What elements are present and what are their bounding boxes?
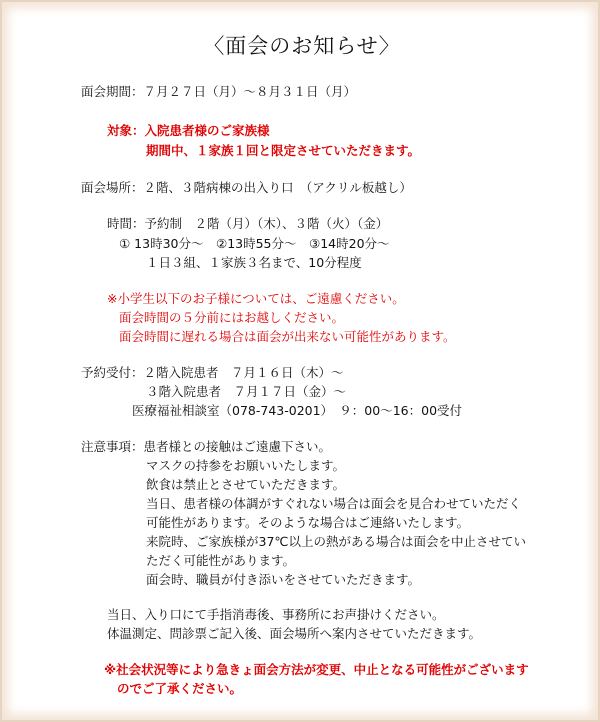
- children-note-1: ※小学生以下のお子様については、ご遠慮ください。: [107, 291, 405, 306]
- children-note-3: 面会時間に遅れる場合は面会が出来ない可能性があります。: [119, 329, 456, 344]
- procedure-line-1: 当日、入り口にて手指消毒後、事務所にお声掛けください。: [107, 607, 445, 622]
- target-line-1: 対象：入院患者様のご家族様: [107, 123, 270, 138]
- time-limit: １日３組、１家族３名まで、10分程度: [146, 255, 362, 270]
- target-line-2: 期間中、１家族１回と限定させていただきます。: [146, 143, 421, 158]
- caution-line-7: ただく可能性があります。: [146, 553, 296, 568]
- caution-line-3: 飲食は禁止とさせていただきます。: [146, 477, 346, 492]
- final-note-2: のでご了承ください。: [117, 681, 243, 696]
- caution-line-1: 注意事項：患者様との接触はご遠慮下さい。: [81, 439, 332, 454]
- time-line-1: 時間：予約制 ２階（月）（木）、３階（火）（金）: [107, 216, 389, 231]
- caution-line-5: 可能性があります。そのような場合はご連絡いたします。: [146, 515, 470, 530]
- procedure-line-2: 体温測定、問診票ご記入後、面会場所へ案内させていただきます。: [107, 626, 482, 641]
- reservation-contact: 医療福祉相談室（078-743-0201） ９：00～16：00受付: [132, 403, 463, 418]
- caution-line-2: マスクの持参をお願いいたします。: [146, 458, 346, 473]
- caution-line-8: 面会時、職員が付き添いをさせていただきます。: [146, 572, 421, 587]
- visit-period: 面会期間：７月２７日（月）～８月３１日（月）: [81, 84, 357, 99]
- page-title: 〈面会のお知らせ〉: [203, 34, 401, 58]
- final-note-1: ※社会状況等により急きょ面会方法が変更、中止となる可能性がございます: [104, 662, 529, 677]
- reservation-line-1: 予約受付：２階入院患者 ７月１６日（木）～: [81, 365, 344, 380]
- caution-line-6: 来院時、ご家族様が37℃以上の熱がある場合は面会を中止させてい: [146, 534, 526, 549]
- caution-line-4: 当日、患者様の体調がすぐれない場合は面会を見合わせていただく: [146, 496, 522, 511]
- visit-location: 面会場所：２階、３階病棟の出入り口 （アクリル板越し）: [81, 180, 412, 195]
- time-slots: ① 13時30分～ ②13時55分～ ③14時20分～: [119, 236, 390, 251]
- reservation-line-2: ３階入院患者 ７月１７日（金）～: [146, 384, 347, 399]
- children-note-2: 面会時間の５分前にはお越しください。: [119, 310, 345, 325]
